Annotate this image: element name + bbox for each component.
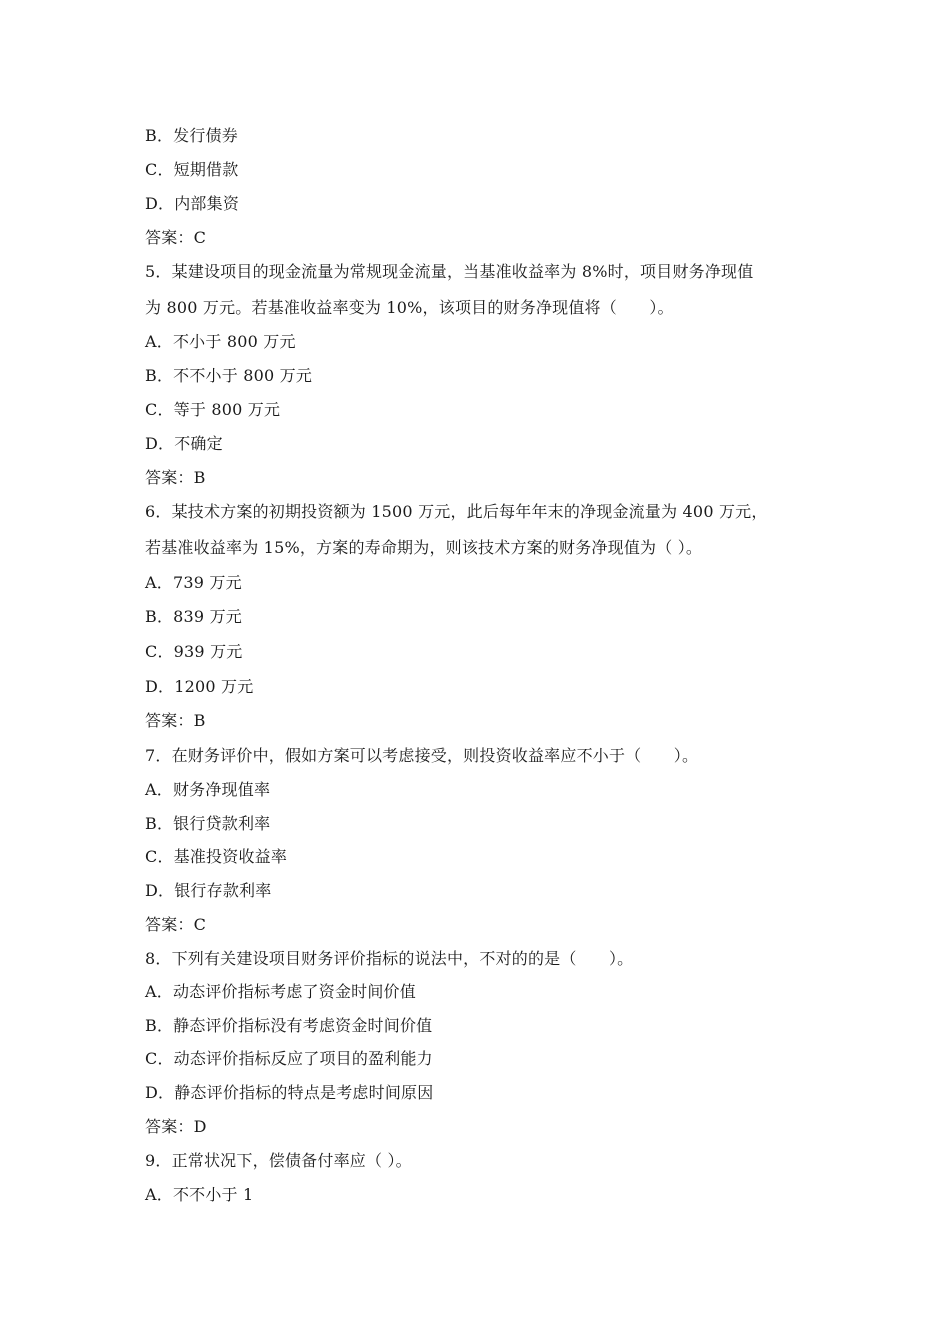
question-8-option-b: B．静态评价指标没有考虑资金时间价值 (145, 1016, 433, 1035)
question-5-answer: 答案：B (145, 468, 206, 487)
question-9-option-a: A．不不小于 1 (145, 1185, 254, 1204)
question-6-option-a: A．739 万元 (145, 573, 242, 592)
question-8-answer: 答案：D (145, 1117, 207, 1136)
question-6-answer: 答案：B (145, 711, 206, 730)
question-7-option-b: B．银行贷款利率 (145, 814, 271, 833)
question-6-option-c: C．939 万元 (145, 642, 243, 661)
question-5-line-1: 5．某建设项目的现金流量为常规现金流量，当基准收益率为 8%时，项目财务净现值 (145, 262, 754, 281)
question-8-option-a: A．动态评价指标考虑了资金时间价值 (145, 982, 416, 1001)
question-5-line-2: 为 800 万元。若基准收益率变为 10%，该项目的财务净现值将（ ）。 (145, 298, 674, 317)
question-5-option-c: C．等于 800 万元 (145, 400, 281, 419)
question-5-option-d: D．不确定 (145, 434, 223, 453)
question-6-option-d: D．1200 万元 (145, 677, 254, 696)
question-8-option-d: D．静态评价指标的特点是考虑时间原因 (145, 1083, 434, 1102)
question-7-option-c: C．基准投资收益率 (145, 847, 288, 866)
answer-line: 答案：C (145, 228, 207, 247)
question-7-answer: 答案：C (145, 915, 207, 934)
question-9-line-1: 9．正常状况下，偿债备付率应（ ）。 (145, 1151, 412, 1170)
question-7-option-a: A．财务净现值率 (145, 780, 271, 799)
question-5-option-b: B．不不小于 800 万元 (145, 366, 313, 385)
question-8-line-1: 8．下列有关建设项目财务评价指标的说法中，不对的的是（ ）。 (145, 949, 634, 968)
question-5-option-a: A．不小于 800 万元 (145, 332, 296, 351)
question-7-option-d: D．银行存款利率 (145, 881, 272, 900)
question-6-option-b: B．839 万元 (145, 607, 242, 626)
question-6-line-1: 6．某技术方案的初期投资额为 1500 万元，此后每年年末的净现金流量为 400 万元， (145, 502, 768, 521)
option-c-line: C．短期借款 (145, 160, 239, 179)
option-d-line: D．内部集资 (145, 194, 240, 213)
question-8-option-c: C．动态评价指标反应了项目的盈利能力 (145, 1049, 433, 1068)
question-6-line-2: 若基准收益率为 15%，方案的寿命期为，则该技术方案的财务净现值为（ ）。 (145, 538, 703, 557)
question-7-line-1: 7．在财务评价中，假如方案可以考虑接受，则投资收益率应不小于（ ）。 (145, 746, 699, 765)
option-b-line: B．发行债券 (145, 126, 238, 145)
